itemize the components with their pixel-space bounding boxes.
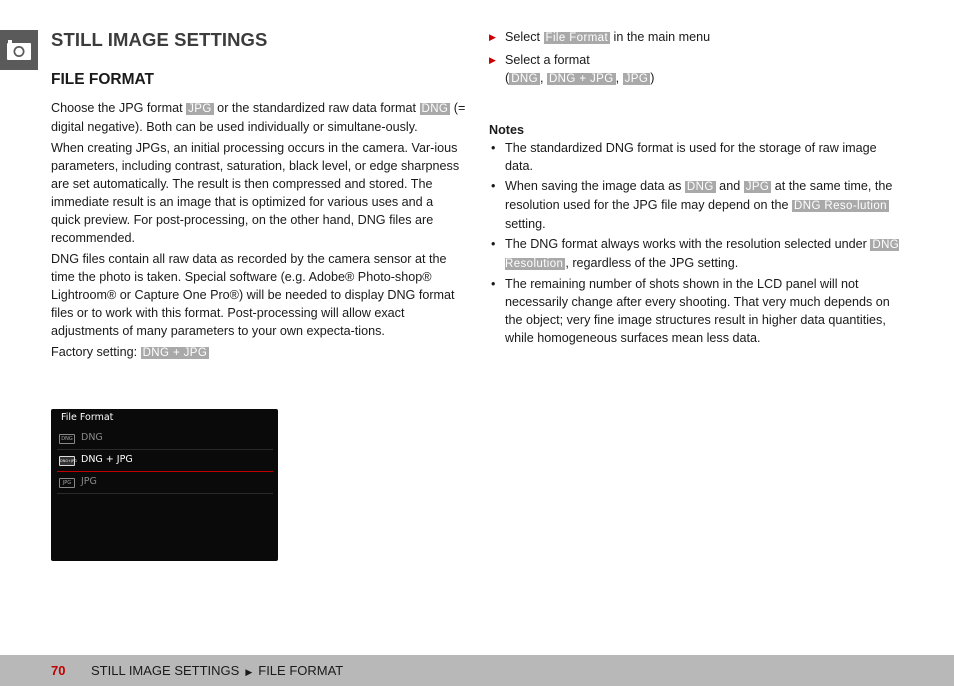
page-footer bbox=[0, 655, 954, 686]
text: or the standardized raw data format bbox=[213, 101, 420, 115]
text: Choose the JPG format bbox=[51, 101, 187, 115]
screen-option-label: DNG bbox=[81, 432, 103, 443]
note-2 bbox=[489, 177, 907, 233]
factory-setting-label: Factory setting: bbox=[51, 345, 141, 359]
text: , regardless of the JPG setting. bbox=[565, 256, 739, 270]
text: ( bbox=[505, 71, 510, 85]
note-4 bbox=[489, 275, 907, 347]
text: in the main menu bbox=[610, 30, 711, 44]
ui-label-dng-jpg: DNG + JPG bbox=[548, 73, 614, 85]
right-column bbox=[489, 28, 907, 349]
notes-list bbox=[489, 139, 907, 347]
text: at the same time, the resolution used for the JPG file may depend on the bbox=[505, 179, 893, 212]
instruction-steps bbox=[489, 28, 907, 88]
ui-label-dng: DNG bbox=[511, 73, 538, 85]
text: The standardized DNG format is used for the storage of raw image data. bbox=[505, 141, 877, 173]
bullet-icon: • bbox=[491, 141, 496, 155]
screen-title: File Format bbox=[61, 412, 114, 423]
breadcrumb bbox=[91, 662, 343, 681]
ui-label-jpg: JPG bbox=[745, 181, 770, 193]
step-2 bbox=[489, 51, 907, 88]
subsection-title: FILE FORMAT bbox=[51, 71, 155, 88]
text: When saving the image data as bbox=[505, 179, 685, 193]
left-column bbox=[51, 28, 466, 365]
text: ) bbox=[650, 71, 655, 85]
text: and bbox=[715, 179, 744, 193]
factory-setting-value: DNG + JPG bbox=[142, 347, 208, 359]
dng-paragraph: DNG files contain all raw data as recorded by the camera sensor at the time the photo is taken. Special software (e.g. Adobe® Photo-shop® Lightroom® or Capture One Pro®) will be needed to display DNG format files or to work with this format. Post-processing will allow exact adjustments of many parameters to your own expecta-tions. bbox=[51, 252, 455, 338]
arrow-right-icon: ▶ bbox=[489, 55, 496, 65]
section-title: STILL IMAGE SETTINGS bbox=[51, 29, 268, 50]
screen-option-label: JPG bbox=[81, 476, 97, 487]
ui-label-dng-resolution: DNG Reso-lution bbox=[794, 200, 887, 212]
text: (= digital negative). Both can be used individually or simultane-ously. bbox=[51, 101, 466, 134]
screen-option-jpg bbox=[57, 473, 273, 494]
jpg-paragraph: When creating JPGs, an initial processing occurs in the camera. Var-ious parameters, including contrast, saturation, black level, or edge sharpness are set automatically. The result is then compressed and stored. The immediate result is an image that is optimized for various uses and a quick preview. For post-processing, on the other hand, DNG files are recommended. bbox=[51, 141, 460, 245]
page-number: 70 bbox=[51, 663, 66, 678]
breadcrumb-section: STILL IMAGE SETTINGS bbox=[91, 663, 240, 678]
screen-option-label: DNG + JPG bbox=[81, 454, 133, 465]
text: setting. bbox=[505, 217, 546, 231]
arrow-right-icon: ▶ bbox=[489, 32, 496, 42]
screen-option-dng bbox=[57, 429, 273, 450]
notes-title: Notes bbox=[489, 123, 524, 137]
text: Select bbox=[505, 30, 544, 44]
text: , bbox=[539, 71, 547, 85]
ui-label-dng-resolution: DNG Resolution bbox=[505, 239, 900, 270]
dng-jpg-format-icon: DNG+JPG bbox=[59, 456, 75, 466]
dng-format-icon: DNG bbox=[59, 434, 75, 444]
text: Select a format bbox=[505, 53, 590, 67]
note-1 bbox=[489, 139, 907, 175]
ui-label-dng: DNG bbox=[421, 103, 449, 115]
bullet-icon: • bbox=[491, 237, 496, 251]
step-1 bbox=[489, 28, 907, 47]
bullet-icon: • bbox=[491, 179, 496, 193]
text: , bbox=[615, 71, 623, 85]
text: The remaining number of shots shown in the LCD panel will not necessarily change after every shooting. That very much depends on the object; very fine image structures result in higher data quantities, while homogeneous surfaces mean less data. bbox=[505, 277, 890, 345]
ui-label-dng: DNG bbox=[686, 181, 714, 193]
intro-paragraph bbox=[51, 99, 466, 136]
camera-icon bbox=[6, 39, 32, 61]
text: The DNG format always works with the resolution selected under bbox=[505, 237, 871, 251]
factory-setting bbox=[51, 343, 466, 362]
note-3 bbox=[489, 235, 907, 273]
camera-tab-icon bbox=[0, 30, 38, 70]
ui-label-jpg: JPG bbox=[188, 103, 212, 115]
bullet-icon: • bbox=[491, 277, 496, 291]
breadcrumb-page: FILE FORMAT bbox=[258, 663, 344, 678]
screen-option-dng-jpg bbox=[57, 451, 273, 472]
ui-label-jpg: JPG bbox=[624, 73, 649, 85]
jpg-format-icon: JPG bbox=[59, 478, 75, 488]
camera-screen-preview bbox=[51, 409, 278, 561]
breadcrumb-arrow-icon: ▶ bbox=[245, 667, 253, 677]
ui-label-file-format: File Format bbox=[545, 32, 609, 44]
